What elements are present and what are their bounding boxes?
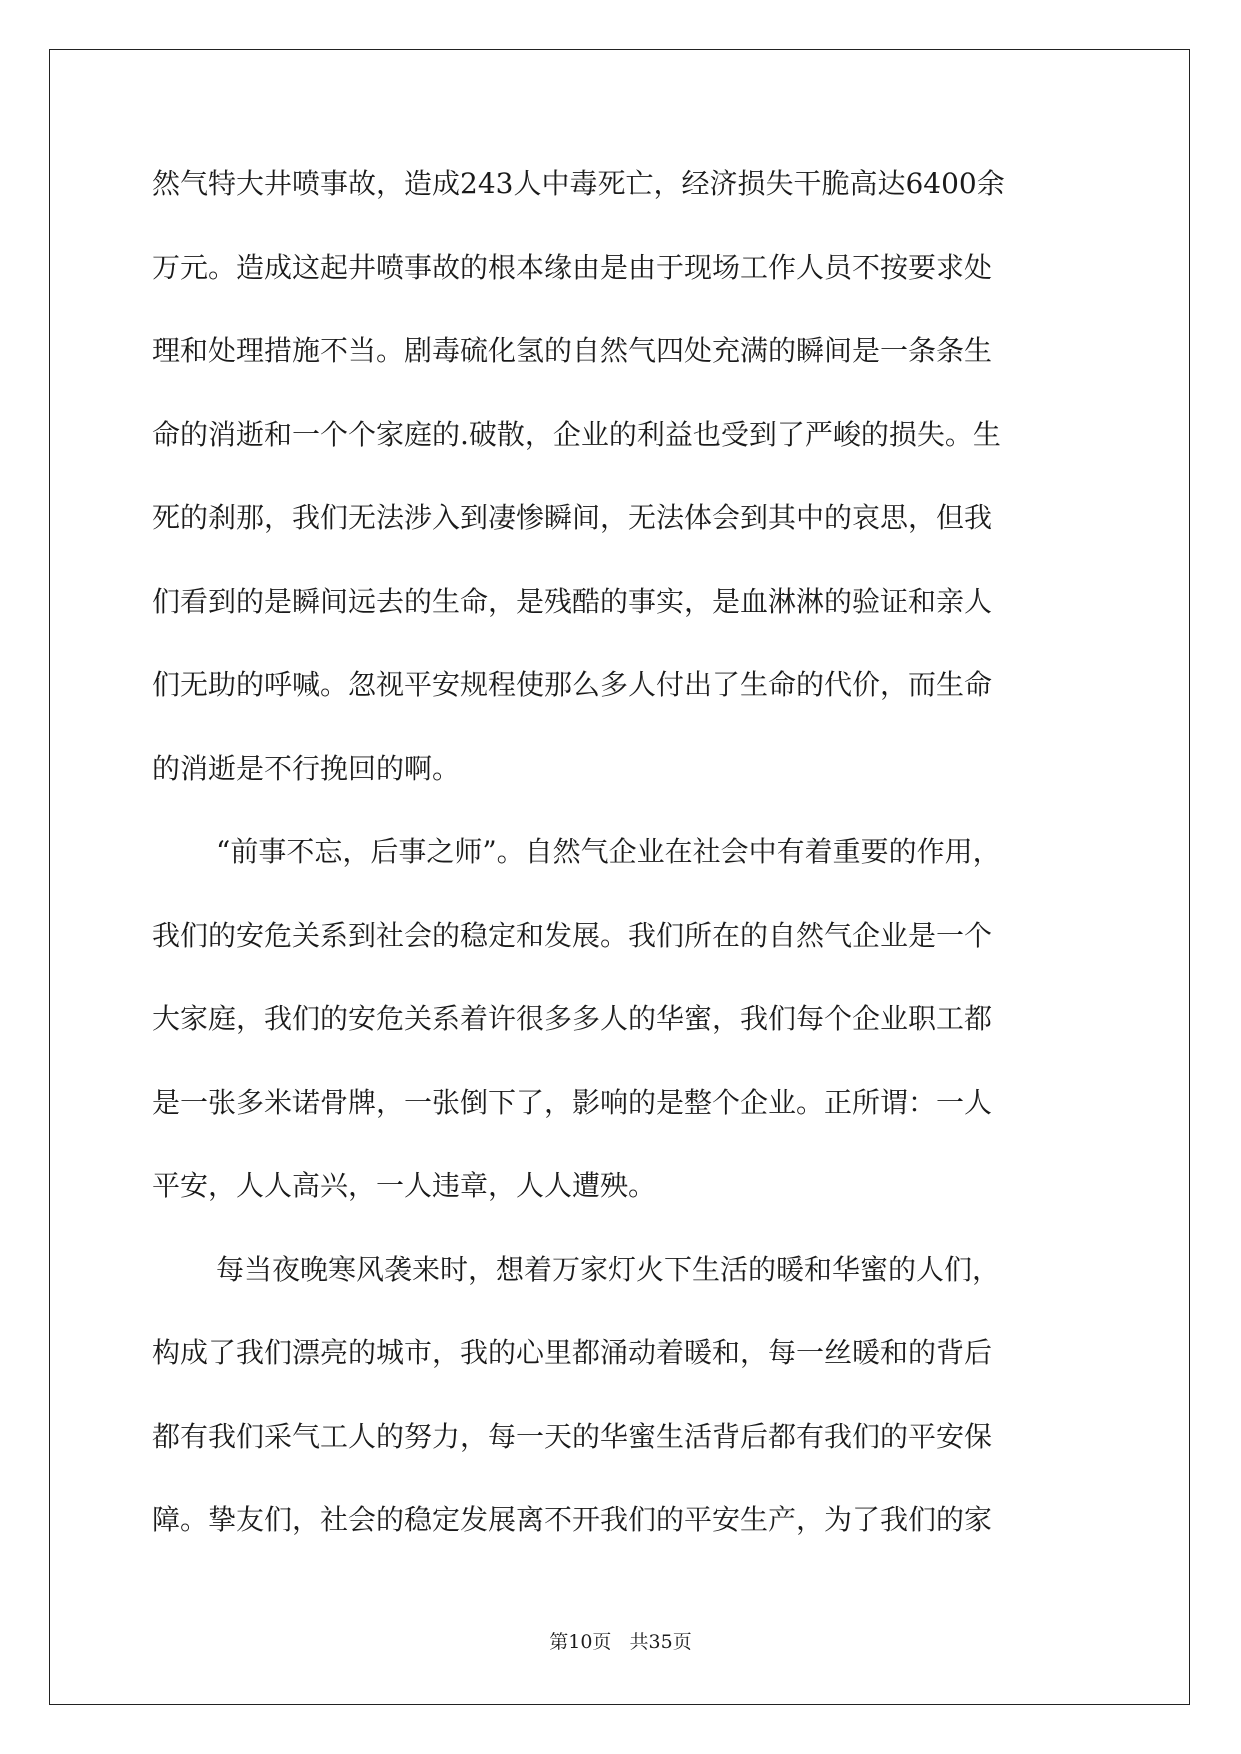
text-line: 大家庭，我们的安危关系着许很多多人的华蜜，我们每个企业职工都: [152, 1002, 993, 1035]
text-line: 的消逝是不行挽回的啊。: [152, 752, 461, 785]
text-line: 死的刹那，我们无法涉入到凄惨瞬间，无法体会到其中的哀思，但我: [152, 501, 993, 534]
text-line: 障。挚友们，社会的稳定发展离不开我们的平安生产，为了我们的家: [152, 1503, 993, 1536]
text-line: 们无助的呼喊。忽视平安规程使那么多人付出了生命的代价，而生命: [152, 668, 993, 701]
text-line: 都有我们采气工人的努力，每一天的华蜜生活背后都有我们的平安保: [152, 1420, 993, 1453]
text-line: 是一张多米诺骨牌，一张倒下了，影响的是整个企业。正所谓：一人: [152, 1086, 993, 1119]
text-line: 我们的安危关系到社会的稳定和发展。我们所在的自然气企业是一个: [152, 919, 993, 952]
text-line: 命的消逝和一个个家庭的.破散，企业的利益也受到了严峻的损失。生: [152, 418, 1001, 451]
text-line: 们看到的是瞬间远去的生命，是残酷的事实，是血淋淋的验证和亲人: [152, 585, 993, 618]
text-line: 万元。造成这起井喷事故的根本缘由是由于现场工作人员不按要求处: [152, 251, 993, 284]
page-number: 第10页 共35页: [549, 1631, 692, 1653]
text-line: 理和处理措施不当。剧毒硫化氢的自然气四处充满的瞬间是一条条生: [152, 334, 993, 367]
paragraph-first-line: “前事不忘，后事之师”。自然气企业在社会中有着重要的作用，: [216, 835, 1001, 868]
text-line: 然气特大井喷事故，造成243人中毒死亡，经济损失干脆高达6400余: [152, 167, 1005, 200]
paragraph-first-line: 每当夜晚寒风袭来时，想着万家灯火下生活的暖和华蜜的人们，: [216, 1253, 1001, 1286]
text-line: 构成了我们漂亮的城市，我的心里都涌动着暖和，每一丝暖和的背后: [152, 1336, 993, 1369]
text-line: 平安，人人高兴，一人违章，人人遭殃。: [152, 1169, 657, 1202]
